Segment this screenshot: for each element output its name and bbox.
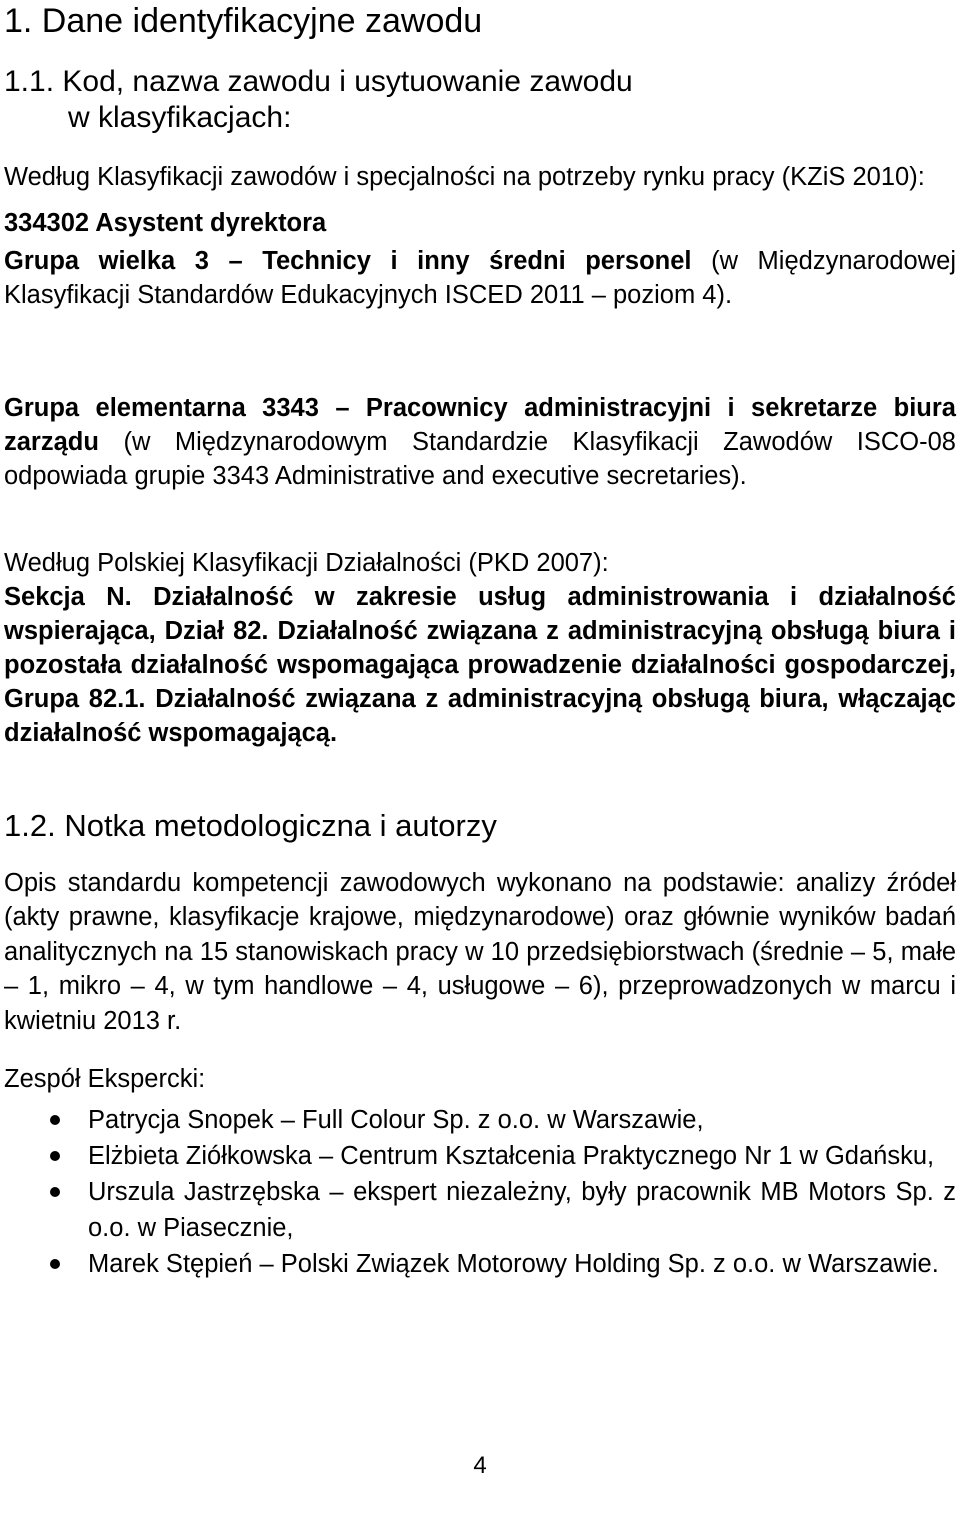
- pkd-block: [4, 546, 956, 750]
- subsection-heading-1-1: [4, 64, 633, 136]
- experts-list: [4, 1102, 956, 1282]
- experts-title: Zespół Ekspercki:: [4, 1065, 206, 1093]
- kzis-intro: Według Klasyfikacji zawodów i specjalności na potrzeby rynku pracy (KZiS 2010):: [4, 163, 925, 191]
- pkd-intro: Według Polskiej Klasyfikacji Działalności (PKD 2007):: [4, 549, 609, 577]
- expert-text: Patrycja Snopek – Full Colour Sp. z o.o. w Warszawie,: [88, 1106, 704, 1134]
- expert-list-item: [4, 1138, 956, 1174]
- grupa-elementarna-rest: (w Międzynarodowym Standardzie Klasyfikacji Zawodów ISCO-08 odpowiada grupie 3343 Administrative and executive secretaries).: [4, 428, 956, 490]
- page-number: 4: [473, 1452, 487, 1479]
- expert-list-item: [4, 1102, 956, 1138]
- expert-list-item: [4, 1174, 956, 1246]
- grupa-elementarna-paragraph: [4, 391, 956, 493]
- grupa-wielka-rest: (w Międzynarodowej Klasyfikacji Standardów Edukacyjnych ISCED 2011 – poziom 4).: [4, 247, 956, 309]
- bullet-icon: [50, 1187, 60, 1197]
- grupa-wielka-paragraph: [4, 244, 956, 312]
- bullet-icon: [50, 1115, 60, 1125]
- expert-list-item: [4, 1246, 956, 1282]
- expert-text: Urszula Jastrzębska – ekspert niezależny, były pracownik MB Motors Sp. z o.o. w Piasecznie,: [88, 1178, 956, 1242]
- section-heading-1: 1. Dane identyfikacyjne zawodu: [4, 2, 483, 40]
- subsection-heading-1-1-line1: 1.1. Kod, nazwa zawodu i usytuowanie zawodu: [4, 65, 633, 98]
- bullet-icon: [50, 1151, 60, 1161]
- subsection-heading-1-2: 1.2. Notka metodologiczna i autorzy: [4, 808, 497, 843]
- pkd-classification: Sekcja N. Działalność w zakresie usług administrowania i działalność wspierająca, Dział 82. Działalność związana z administracyjną obsługą biura i pozostała działalność wspomagająca prowadzenie działalności gospodarczej, Grupa 82.1. Działalność związana z administracyjną obsługą biura, włączając działalność wspomagającą.: [4, 583, 956, 747]
- expert-text: Elżbieta Ziółkowska – Centrum Kształcenia Praktycznego Nr 1 w Gdańsku,: [88, 1142, 935, 1170]
- bullet-icon: [50, 1259, 60, 1269]
- kzis-block: [4, 160, 956, 312]
- subsection-heading-1-1-line2: w klasyfikacjach:: [68, 101, 292, 134]
- occupation-code-name: 334302 Asystent dyrektora: [4, 209, 327, 237]
- grupa-wielka-bold: Grupa wielka 3 – Technicy i inny średni personel: [4, 247, 692, 275]
- methodology-paragraph: Opis standardu kompetencji zawodowych wykonano na podstawie: analizy źródeł (akty prawne, klasyfikacje krajowe, międzynarodowe) oraz głównie wyników badań analitycznych na 15 stanowiskach pracy w 10 przedsiębiorstwach (średnie – 5, małe – 1, mikro – 4, w tym handlowe – 4, usługowe – 6), przeprowadzonych w marcu i kwietniu 2013 r.: [4, 869, 956, 1035]
- grupa-elementarna-bold: Grupa elementarna 3343 – Pracownicy administracyjni i sekretarze biura zarządu: [4, 394, 956, 456]
- expert-text: Marek Stępień – Polski Związek Motorowy Holding Sp. z o.o. w Warszawie.: [88, 1250, 939, 1278]
- experts-section: [4, 1062, 956, 1282]
